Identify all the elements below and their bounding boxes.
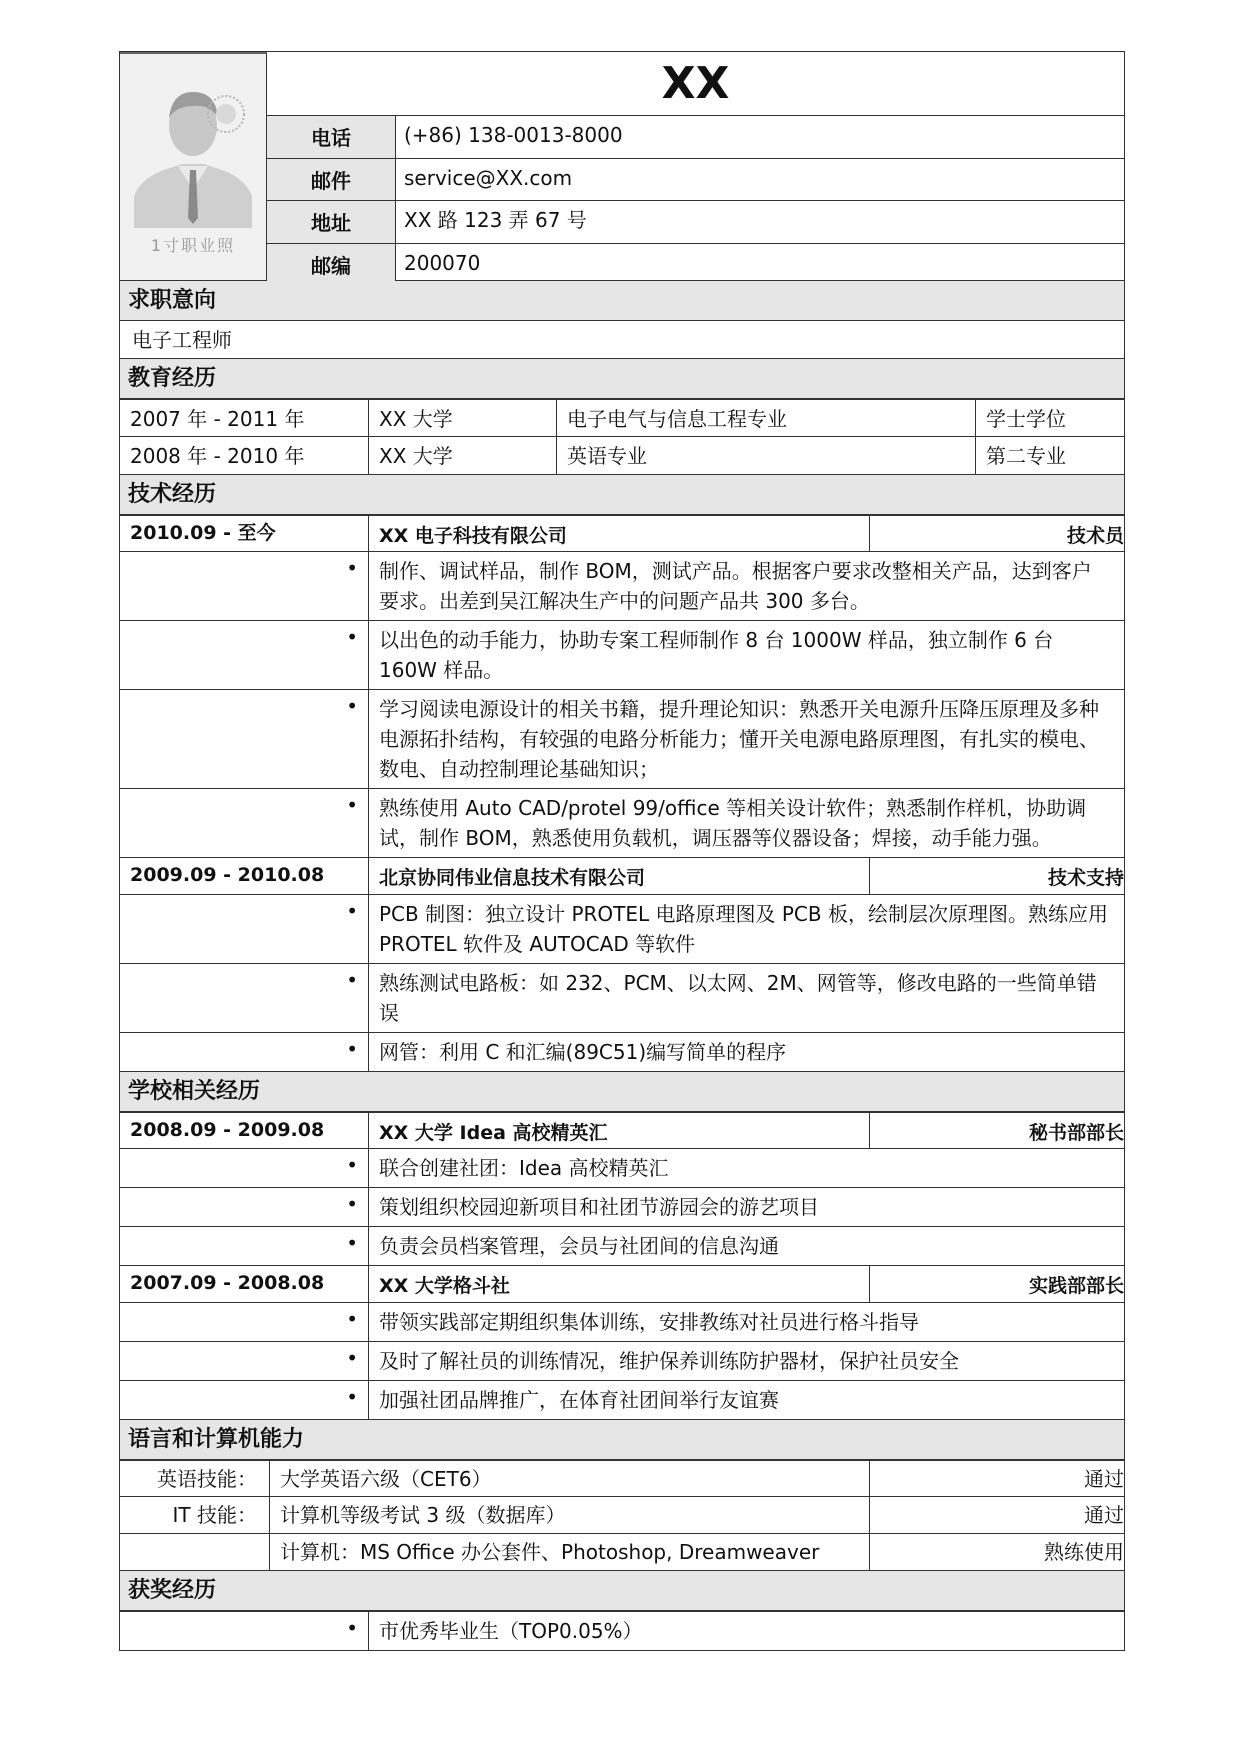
job-organization: 北京协同伟业信息技术有限公司 (369, 858, 870, 894)
job-bullet-text: 策划组织校园迎新项目和社团节游园会的游艺项目 (379, 1195, 819, 1219)
bullet-icon: • (120, 1342, 369, 1380)
job-bullet-text: 带领实践部定期组织集体训练，安排教练对社员进行格斗指导 (379, 1310, 919, 1334)
contact-block (267, 52, 1124, 280)
job-bullet-row (119, 1149, 1125, 1188)
skills-table (119, 1460, 1125, 1571)
section-title-school: 学校相关经历 (119, 1072, 1125, 1112)
education-row (119, 437, 1125, 475)
award-text: 市优秀毕业生（TOP0.05%） (379, 1619, 643, 1643)
education-major: 英语专业 (557, 437, 976, 474)
education-row (119, 399, 1125, 437)
school-experience (119, 1112, 1125, 1420)
candidate-name: XX (267, 52, 1124, 116)
job-bullet-row (119, 552, 1125, 621)
job-bullet-text: 网管：利用 C 和汇编(89C51)编写简单的程序 (379, 1040, 787, 1064)
contact-label: 电话 (267, 116, 396, 158)
skill-label: 英语技能： (120, 1461, 270, 1496)
bullet-icon: • (120, 1188, 369, 1226)
education-degree: 第二专业 (986, 444, 1066, 468)
contact-row-phone (267, 116, 1124, 159)
bullet-icon: • (120, 690, 369, 788)
job-bullet-row (119, 895, 1125, 964)
job-period: 2010.09 - 至今 (120, 516, 369, 551)
job-role: 实践部部长 (1028, 1275, 1124, 1297)
job-period: 2007.09 - 2008.08 (120, 1266, 369, 1302)
skill-row (119, 1497, 1125, 1534)
job-organization: XX 大学格斗社 (369, 1266, 870, 1302)
photo-caption: 1寸职业照 (150, 236, 236, 255)
bullet-icon: • (120, 1612, 369, 1650)
job-bullet-row (119, 690, 1125, 789)
job-bullet-text: 联合创建社团：Idea 高校精英汇 (379, 1156, 669, 1180)
job-bullet-text: 学习阅读电源设计的相关书籍，提升理论知识：熟悉开关电源升压降压原理及多种电源拓扑结构，有较强的电路分析能力；懂开关电源电路原理图，有扎实的模电、数电、自动控制理论基础知识； (379, 697, 1099, 781)
tech-experience (119, 515, 1125, 1072)
job-bullet-row (119, 1227, 1125, 1266)
contact-value: (+86) 138-0013-8000 (404, 123, 623, 147)
resume-header (119, 51, 1125, 281)
job-period: 2009.09 - 2010.08 (120, 858, 369, 894)
skill-value: 计算机等级考试 3 级（数据库） (270, 1497, 870, 1533)
profile-photo-placeholder (120, 52, 267, 280)
skill-level: 熟练使用 (1044, 1540, 1124, 1564)
objective-value: 电子工程师 (119, 321, 1125, 359)
contact-row-email (267, 159, 1124, 202)
job-bullet-text: 熟练使用 Auto CAD/protel 99/office 等相关设计软件；熟悉制作样机，协助调试，制作 BOM，熟悉使用负载机，调压器等仪器设备；焊接，动手能力强。 (379, 796, 1087, 850)
job-bullet-row (119, 1303, 1125, 1342)
skill-label: IT 技能： (120, 1497, 270, 1533)
job-bullet-row (119, 1381, 1125, 1420)
job-bullet-text: PCB 制图：独立设计 PROTEL 电路原理图及 PCB 板，绘制层次原理图。熟练应用 PROTEL 软件及 AUTOCAD 等软件 (379, 902, 1108, 956)
contact-label: 地址 (267, 201, 396, 243)
bullet-icon: • (120, 1303, 369, 1341)
job-bullet-text: 熟练测试电路板：如 232、PCM、以太网、2M、网管等，修改电路的一些简单错误 (379, 971, 1097, 1025)
job-bullet-text: 制作、调试样品，制作 BOM，测试产品。根据客户要求改整相关产品，达到客户要求。出差到吴江解决生产中的问题产品共 300 多台。 (379, 559, 1092, 613)
job-bullet-row (119, 1033, 1125, 1072)
bullet-icon: • (120, 1381, 369, 1419)
job-role: 技术支持 (1047, 867, 1124, 889)
job-period: 2008.09 - 2009.08 (120, 1113, 369, 1148)
job-bullet-text: 负责会员档案管理，会员与社团间的信息沟通 (379, 1234, 779, 1258)
section-title-skills: 语言和计算机能力 (119, 1420, 1125, 1460)
skill-value: 计算机：MS Office 办公套件、Photoshop, Dreamweaver (270, 1534, 870, 1570)
education-period: 2008 年 - 2010 年 (120, 437, 369, 474)
bullet-icon: • (120, 1033, 369, 1071)
education-degree: 学士学位 (986, 407, 1066, 431)
skill-value: 大学英语六级（CET6） (270, 1461, 870, 1496)
bullet-icon: • (120, 1149, 369, 1187)
job-role: 秘书部部长 (1028, 1122, 1124, 1144)
contact-label: 邮件 (267, 159, 396, 201)
bullet-icon: • (120, 621, 369, 689)
education-period: 2007 年 - 2011 年 (120, 400, 369, 436)
contact-row-address (267, 201, 1124, 244)
job-role: 技术员 (1066, 525, 1124, 547)
job-bullet-text: 及时了解社员的训练情况，维护保养训练防护器材，保护社员安全 (379, 1349, 959, 1373)
bullet-icon: • (120, 789, 369, 857)
job-bullet-row (119, 1342, 1125, 1381)
job-header (119, 1266, 1125, 1303)
resume (119, 51, 1125, 1651)
award-row (119, 1611, 1125, 1651)
section-title-objective: 求职意向 (119, 281, 1125, 321)
section-title-education: 教育经历 (119, 359, 1125, 399)
job-bullet-text: 加强社团品牌推广，在体育社团间举行友谊赛 (379, 1388, 779, 1412)
education-table (119, 399, 1125, 475)
contact-value: XX 路 123 弄 67 号 (404, 208, 587, 233)
bullet-icon: • (120, 895, 369, 963)
bullet-icon: • (120, 552, 369, 620)
section-title-awards: 获奖经历 (119, 1571, 1125, 1611)
contact-value: service@XX.com (404, 165, 573, 190)
bullet-icon: • (120, 1227, 369, 1265)
job-bullet-row (119, 1188, 1125, 1227)
job-header (119, 1112, 1125, 1149)
contact-row-postcode (267, 244, 1124, 286)
education-school: XX 大学 (369, 400, 557, 436)
job-header (119, 515, 1125, 552)
skill-level: 通过 (1084, 1467, 1124, 1491)
contact-label: 邮编 (267, 244, 396, 286)
skill-row (119, 1460, 1125, 1497)
skill-level: 通过 (1084, 1503, 1124, 1527)
job-bullet-row (119, 964, 1125, 1033)
skill-row (119, 1534, 1125, 1571)
awards-list (119, 1611, 1125, 1651)
job-header (119, 858, 1125, 895)
education-school: XX 大学 (369, 437, 557, 474)
person-silhouette-icon (132, 78, 254, 228)
education-major: 电子电气与信息工程专业 (557, 400, 976, 436)
job-organization: XX 大学 Idea 高校精英汇 (369, 1113, 870, 1148)
bullet-icon: • (120, 964, 369, 1032)
job-organization: XX 电子科技有限公司 (369, 516, 870, 551)
job-bullet-row (119, 789, 1125, 858)
job-bullet-row (119, 621, 1125, 690)
section-title-tech: 技术经历 (119, 475, 1125, 515)
contact-value: 200070 (404, 251, 481, 276)
skill-label (120, 1534, 270, 1570)
job-bullet-text: 以出色的动手能力，协助专案工程师制作 8 台 1000W 样品，独立制作 6 台 160W 样品。 (379, 628, 1054, 682)
